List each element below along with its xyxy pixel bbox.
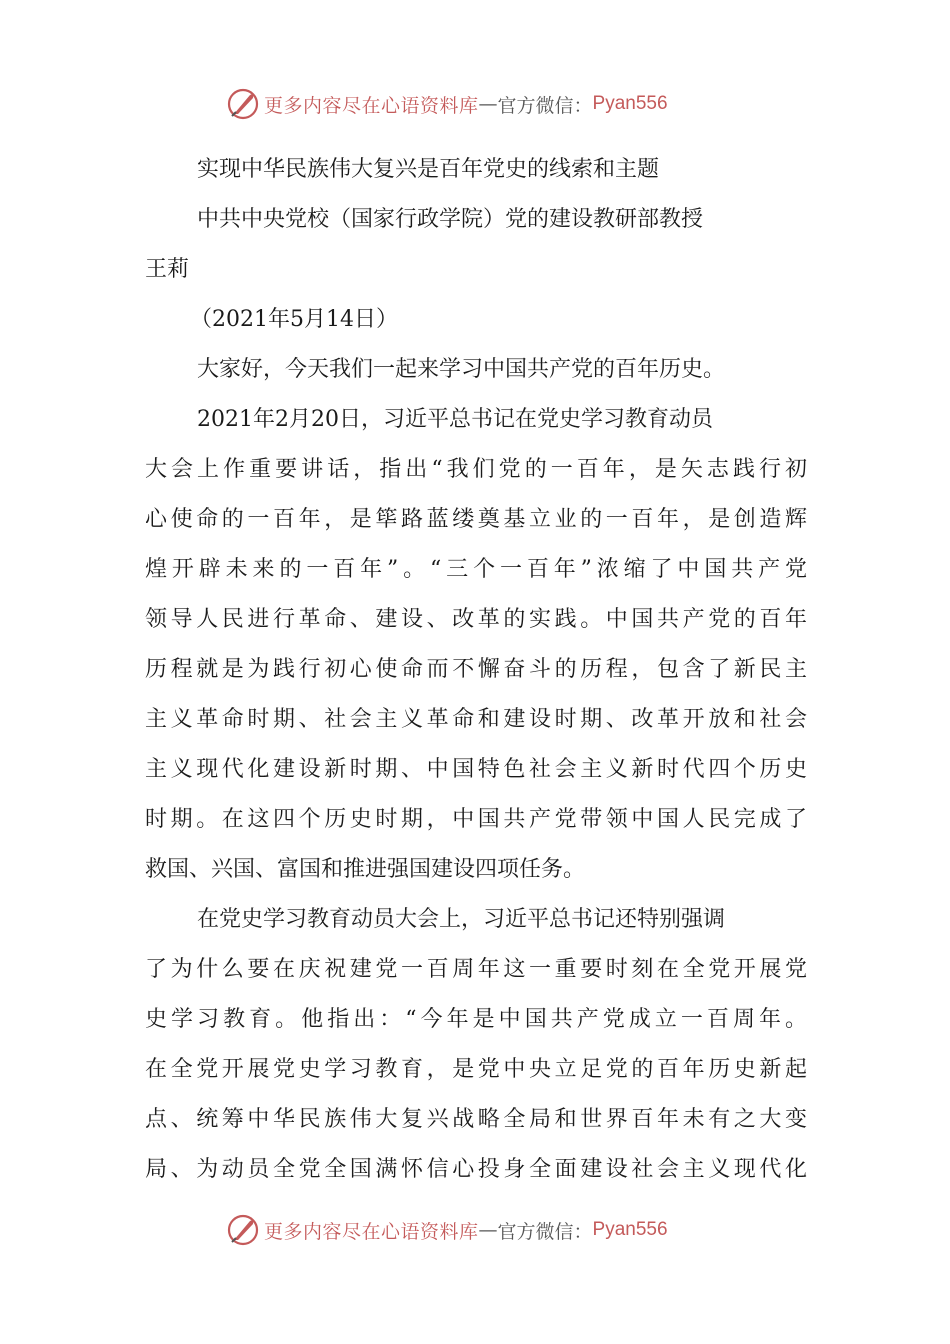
body-line: 在党史学习教育动员大会上，习近平总书记还特别强调 [197,907,726,932]
body-line: 时期。在这四个历史时期，中国共产党带领中国人民完成了 [145,807,807,832]
banner-wechat-id: Pyan556 [592,1219,668,1240]
body-line: 在全党开展党史学习教育，是党中央立足党的百年历史新起 [145,1057,807,1082]
document-title: 实现中华民族伟大复兴是百年党史的线索和主题 [197,157,660,182]
body-line: 主义现代化建设新时期、中国特色社会主义新时代四个历史 [145,757,807,782]
header-banner [226,86,746,122]
quill-logo-icon [226,87,260,121]
banner-separator: — [478,93,498,115]
body-line: 点、统筹中华民族伟大复兴战略全局和世界百年未有之大变 [145,1107,807,1132]
author-name: 王莉 [145,257,190,282]
author-affiliation: 中共中央党校（国家行政学院）党的建设教研部教授 [197,207,704,232]
body-line: 2021年2月20日，习近平总书记在党史学习教育动员 [197,407,713,432]
body-line: 历程就是为践行初心使命而不懈奋斗的历程，包含了新民主 [145,657,807,682]
body-line: 救国、兴国、富国和推进强国建设四项任务。 [145,857,586,882]
quill-logo-icon [226,1213,260,1247]
banner-wechat-label: 官方微信： [497,1220,593,1243]
banner-slogan: 更多内容尽在心语资料库 [264,94,479,117]
body-line: 大家好，今天我们一起来学习中国共产党的百年历史。 [197,357,726,382]
banner-slogan: 更多内容尽在心语资料库 [264,1220,479,1243]
body-line: 主义革命时期、社会主义革命和建设时期、改革开放和社会 [145,707,807,732]
banner-separator: — [478,1219,498,1241]
body-line: 史学习教育。他指出：“今年是中国共产党成立一百周年。 [145,1007,807,1032]
banner-wechat-label: 官方微信： [497,94,593,117]
body-line: 领导人民进行革命、建设、改革的实践。中国共产党的百年 [145,607,807,632]
body-line: 大会上作重要讲话，指出“我们党的一百年，是矢志践行初 [145,457,807,482]
banner-wechat-id: Pyan556 [592,93,668,114]
document-date: （2021年5月14日） [190,307,398,332]
body-line: 局、为动员全党全国满怀信心投身全面建设社会主义现代化 [145,1157,807,1182]
body-line: 心使命的一百年，是筚路蓝缕奠基立业的一百年，是创造辉 [145,507,807,532]
body-line: 了为什么要在庆祝建党一百周年这一重要时刻在全党开展党 [145,957,807,982]
footer-banner [226,1212,746,1248]
body-line: 煌开辟未来的一百年”。“三个一百年”浓缩了中国共产党 [145,557,807,582]
